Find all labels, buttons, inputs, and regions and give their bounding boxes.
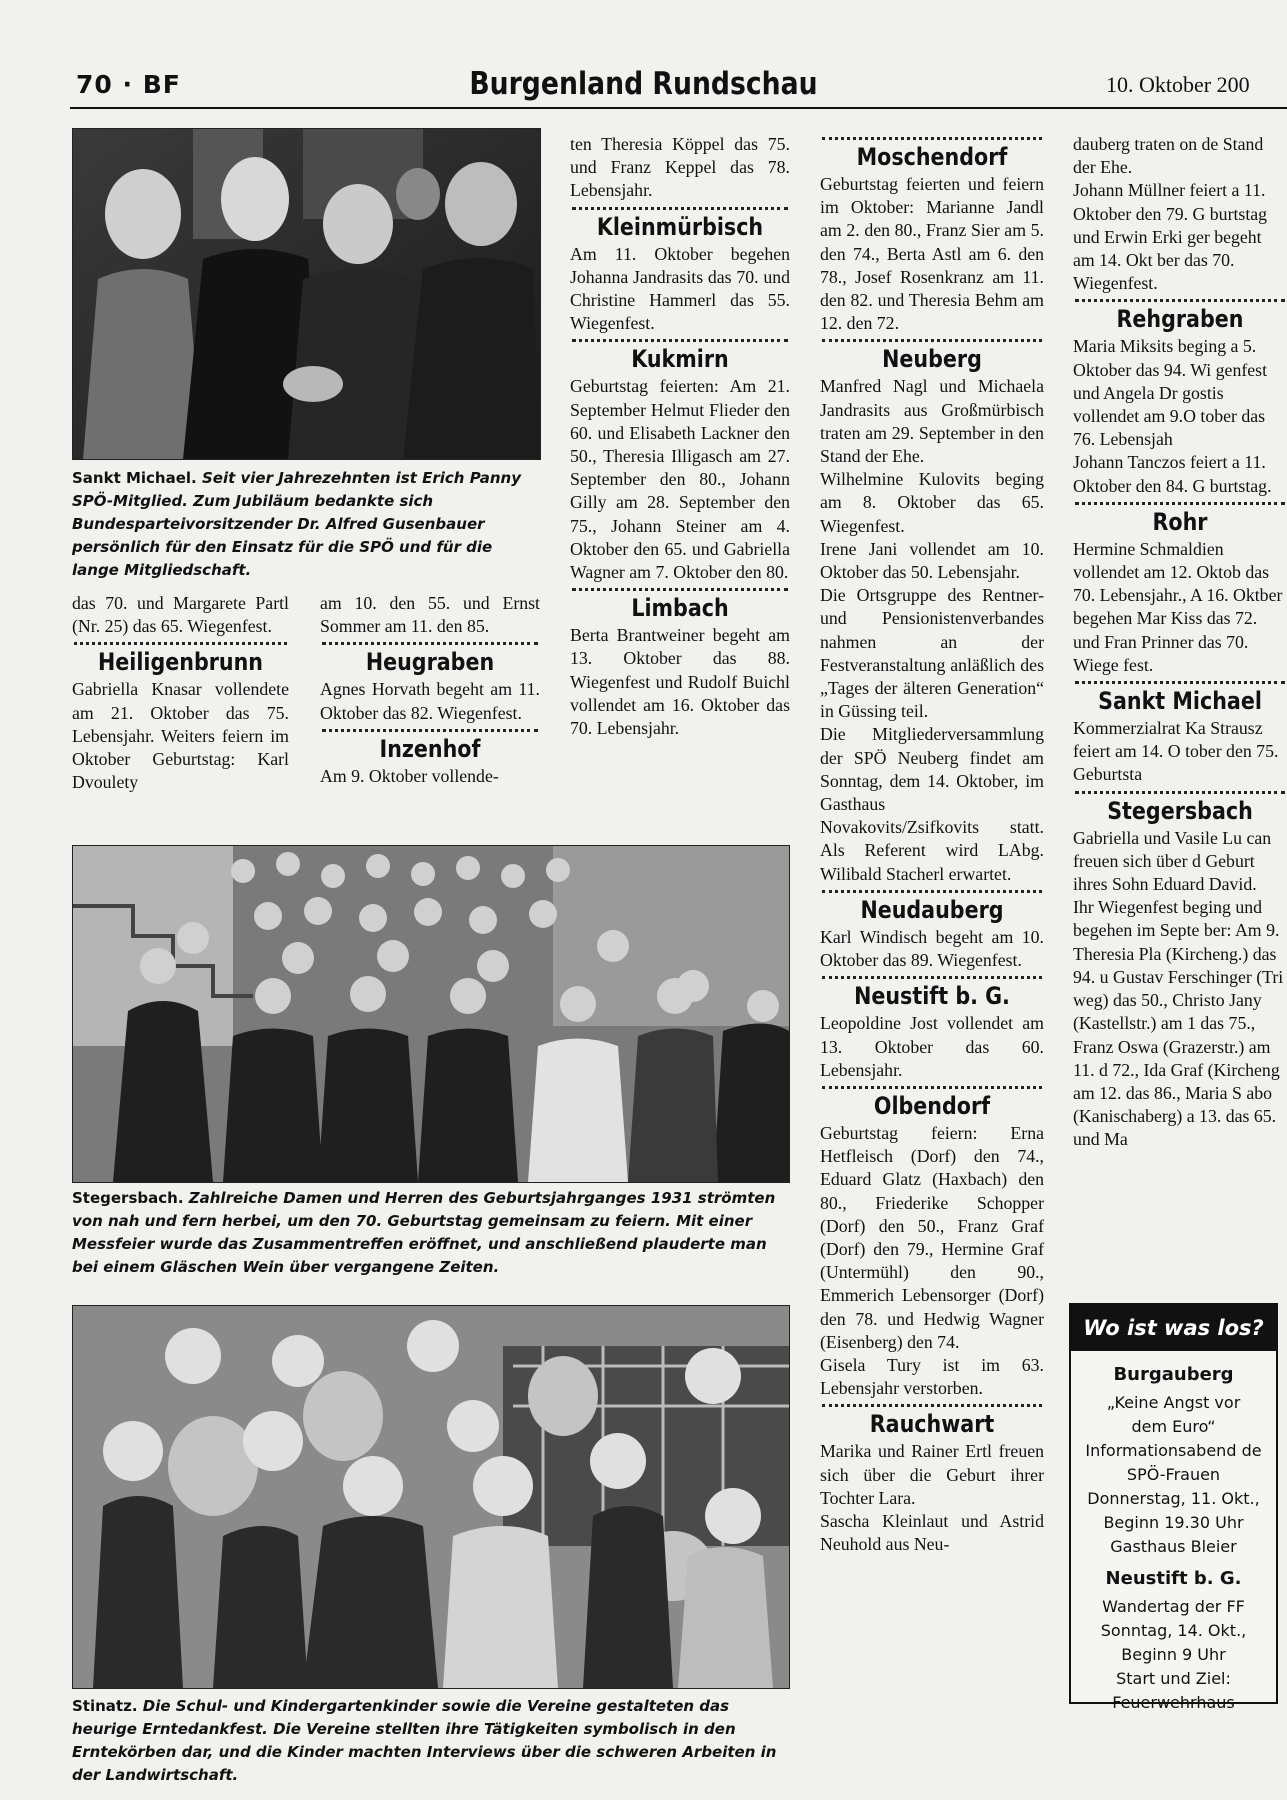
column-5 <box>1073 133 1287 1293</box>
event-line: Wandertag der FF <box>1102 1597 1245 1616</box>
caption-stinatz <box>72 1695 792 1787</box>
header-rule <box>70 107 1287 109</box>
article-text: Ihr Wiegenfest beging und begehen im Septe ber: Am 9. Theresia Pla (Kircheng.) das 94. u Gustav Ferschinger (Tri weg) das 50., Christo Jany (Kastellstr.) am 1 das 75., Franz Oswa (Grazerstr.) am 11. d 72., Ida Graf (Kircheng am 12. das 86., Maria S abo (Kanischaberg) a 13. das 65. und Ma <box>1073 897 1284 1150</box>
column-1 <box>72 592 289 794</box>
dotted-divider <box>822 1086 1042 1089</box>
caption-text: Seit vier Jahrezehnten ist Erich Panny SPÖ-Mitglied. Zum Jubiläum bedankte sich Bundesparteivorsitzender Dr. Alfred Gusenbauer persönlich für den Einsatz für die SPÖ und für die lange Mitgliedschaft. <box>72 469 521 579</box>
article-text: Marika und Rainer Ertl freuen sich über die Geburt ihrer Tochter Lara. <box>820 1441 1044 1508</box>
event-line: Start und Ziel: <box>1116 1669 1231 1688</box>
heading-limbach: Limbach <box>631 594 729 623</box>
article-text: Kommerzialrat Ka Strausz feiert am 14. O tober den 75. Geburtsta <box>1073 718 1279 785</box>
issue-date: 10. Oktober 200 <box>1106 72 1250 97</box>
event-place: Burgauberg <box>1113 1364 1234 1385</box>
heading-inzenhof: Inzenhof <box>379 734 481 763</box>
article-text: Gabriella Knasar vollendete am 21. Oktober das 75. Lebensjahr. Weiters feiern im Oktober Geburtstag: Karl Dvoulety <box>72 679 289 793</box>
events-box-body <box>1071 1351 1276 1715</box>
photo-stinatz <box>72 1305 790 1689</box>
heading-kleinmuerbisch: Kleinmürbisch <box>596 212 764 241</box>
newspaper-title: Burgenland Rundschau <box>469 66 818 102</box>
event-line: „Keine Angst vor <box>1106 1393 1241 1412</box>
article-text: Johann Tanczos feiert a 11. Oktober den 84. G burtstag. <box>1073 452 1272 496</box>
caption-text: Die Schul- und Kindergartenkinder sowie die Vereine gestalteten das heurige Erntedankfest. Die Vereine stellten ihre Tätigkeiten symbolisch in den Erntekörben dar, und die Kinder machten Interviews über die schweren Arbeiten in der Landwirtschaft. <box>72 1697 777 1784</box>
caption-stegersbach <box>72 1187 792 1279</box>
event-line: Donnerstag, 11. Okt., <box>1087 1489 1260 1508</box>
events-box-title: Wo ist was los? <box>1071 1305 1276 1351</box>
heading-stegersbach: Stegersbach <box>1107 796 1253 825</box>
dotted-divider <box>1075 681 1285 684</box>
dotted-divider <box>322 729 538 732</box>
event-line: Feuerwehrhaus <box>1112 1693 1235 1712</box>
article-text: Hermine Schmaldien vollendet am 12. Oktob das 70. Lebensjahr., A 16. Oktber begehen Mar Kiss das 72. und Fran Prinner das 70. Wiege fest. <box>1073 538 1283 675</box>
dotted-divider <box>572 207 788 210</box>
event-line: Beginn 9 Uhr <box>1121 1645 1226 1664</box>
dotted-divider <box>74 642 287 645</box>
event-place: Neustift b. G. <box>1105 1568 1242 1589</box>
article-text: Geburtstag feiern: Erna Hetfleisch (Dorf) den 74., Eduard Glatz (Haxbach) den 80., Friederike Schopper (Dorf) den 50., Franz Graf (Dorf) den 79., Hermine Graf (Untermühl) den 90., Emmerich Lebensorger (Dorf) den 78. und Hedwig Wagner (Eisenberg) den 74. <box>820 1122 1044 1352</box>
dotted-divider <box>1075 299 1285 302</box>
dotted-divider <box>822 1404 1042 1407</box>
article-text: am 10. den 55. und Ernst Sommer am 11. den 85. <box>320 593 540 637</box>
article-text: Gabriella und Vasile Lu can freuen sich über d Geburt ihres Sohn Eduard David. <box>1073 827 1272 895</box>
column-4 <box>820 133 1044 1556</box>
heading-moschendorf: Moschendorf <box>856 143 1008 171</box>
dotted-divider <box>572 588 788 591</box>
dotted-divider <box>822 339 1042 342</box>
dotted-divider <box>1075 791 1285 794</box>
article-text: Agnes Horvath begeht am 11. Oktober das 82. Wiegenfest. <box>320 679 540 723</box>
events-box <box>1069 1303 1278 1712</box>
event-line: Informationsabend de <box>1085 1441 1262 1460</box>
article-text: das 70. und Margarete Partl (Nr. 25) das 65. Wiegenfest. <box>72 593 289 637</box>
heading-heugraben: Heugraben <box>365 648 495 677</box>
dotted-divider <box>572 339 788 342</box>
heading-olbendorf: Olbendorf <box>873 1091 991 1120</box>
dotted-divider <box>322 642 538 645</box>
article-text: Maria Miksits beging a 5. Oktober das 94. Wi genfest und Angela Dr gostis vollendet am 9.O tober das 76. Lebensjah <box>1073 336 1268 450</box>
article-text: ten Theresia Köppel das 75. und Franz Keppel das 78. Lebensjahr. <box>570 134 790 201</box>
article-text: Gisela Tury ist im 63. Lebensjahr verstorben. <box>820 1354 1044 1399</box>
dotted-divider <box>1075 502 1285 505</box>
column-2 <box>320 592 540 788</box>
heading-heiligenbrunn: Heiligenbrunn <box>97 648 263 677</box>
dotted-divider <box>822 137 1042 140</box>
photo-stegersbach <box>72 845 790 1183</box>
page-number: 70 · BF <box>76 70 181 99</box>
heading-rehgraben: Rehgraben <box>1116 305 1244 334</box>
dotted-divider <box>822 890 1042 893</box>
article-text: Geburtstag feierten: Am 21. September Helmut Flieder den 60. und Elisabeth Lackner den 50., Theresia Illigasch am 27. September den 80., Johann Gilly am 28. September den 75., Johann Steiner am 4. Oktober den 65. und Gabriella Wagner am 7. Oktober den 80. <box>570 376 790 583</box>
article-text: Karl Windisch begeht am 10. Oktober das 89. Wiegenfest. <box>820 926 1044 971</box>
caption-place: Stegersbach. <box>72 1189 184 1207</box>
heading-neudauberg: Neudauberg <box>860 895 1004 924</box>
photo-stegersbach-image <box>73 846 789 1182</box>
dotted-divider <box>822 976 1042 979</box>
heading-sankt-michael: Sankt Michael <box>1098 687 1262 716</box>
event-line: SPÖ-Frauen <box>1126 1465 1221 1484</box>
article-text: dauberg traten on de Stand der Ehe. <box>1073 134 1264 178</box>
article-text: Am 9. Oktober vollende- <box>320 765 499 786</box>
event-line: dem Euro“ <box>1131 1417 1216 1436</box>
article-text: Irene Jani vollendet am 10. Oktober das 50. Lebensjahr. <box>820 538 1044 583</box>
caption-sankt-michael <box>72 467 544 582</box>
photo-sankt-michael <box>72 128 541 460</box>
event-line: Beginn 19.30 Uhr <box>1103 1513 1244 1532</box>
caption-text: Zahlreiche Damen und Herren des Geburtsjahrganges 1931 strömten von nah und fern herbei, um den 70. Geburtstag gemeinsam zu feiern. Mit einer Messfeier wurde das Zusammentreffen eröffnet, und anschließend plauderte man bei einem Gläschen Wein über vergangene Zeiten. <box>72 1189 776 1276</box>
caption-place: Sankt Michael. <box>72 469 197 487</box>
heading-rauchwart: Rauchwart <box>869 1410 995 1439</box>
article-text: Sascha Kleinlaut und Astrid Neuhold aus Neu- <box>820 1510 1044 1555</box>
heading-rohr: Rohr <box>1152 507 1208 536</box>
heading-neuberg: Neuberg <box>882 345 982 374</box>
heading-neustift: Neustift b. G. <box>854 982 1010 1011</box>
article-text: Manfred Nagl und Michaela Jandrasits aus Großmürbisch traten am 29. September in den Stand der Ehe. <box>820 376 1044 467</box>
column-3 <box>570 133 790 740</box>
article-text: Leopoldine Jost vollendet am 13. Oktober das 60. Lebensjahr. <box>820 1013 1044 1080</box>
photo-stinatz-image <box>73 1306 789 1688</box>
article-text: Am 11. Oktober begehen Johanna Jandrasits das 70. und Christine Hammerl das 55. Wiegenfest. <box>570 243 790 334</box>
article-text: Berta Brantweiner begeht am 13. Oktober das 88. Wiegenfest und Rudolf Buichl vollendet am 16. Oktober das 70. Lebensjahr. <box>570 625 790 739</box>
article-text: Geburtstag feierten und feiern im Oktober: Marianne Jandl am 2. den 80., Franz Sier am 5. den 74., Berta Astl am 6. den 78., Josef Rosenkranz am 11. den 82. und Theresia Behm am 12. den 72. <box>820 174 1044 334</box>
article-text: Wilhelmine Kulovits beging am 8. Oktober das 65. Wiegenfest. <box>820 469 1044 536</box>
event-line: Sonntag, 14. Okt., <box>1100 1621 1247 1640</box>
caption-place: Stinatz. <box>72 1697 138 1715</box>
article-text: Die Ortsgruppe des Rentner- und Pensionistenverbandes nahmen an der Festveranstaltung anläßlich des „Tages der älteren Generation“ in Güssing teil. <box>820 585 1044 722</box>
photo-sankt-michael-image <box>73 129 540 459</box>
event-line: Gasthaus Bleier <box>1110 1537 1237 1556</box>
article-text: Johann Müllner feiert a 11. Oktober den 79. G burtstag und Erwin Erki ger begeht am 14. Okt ber das 70. Wiegenfest. <box>1073 180 1268 294</box>
article-text: Die Mitgliederversammlung der SPÖ Neuberg findet am Sonntag, dem 14. Oktober, im Gasthaus Novakovits/Zsifkovits statt. Als Referent wird LAbg. Wilibald Stacherl erwartet. <box>820 724 1044 884</box>
heading-kukmirn: Kukmirn <box>631 345 729 374</box>
